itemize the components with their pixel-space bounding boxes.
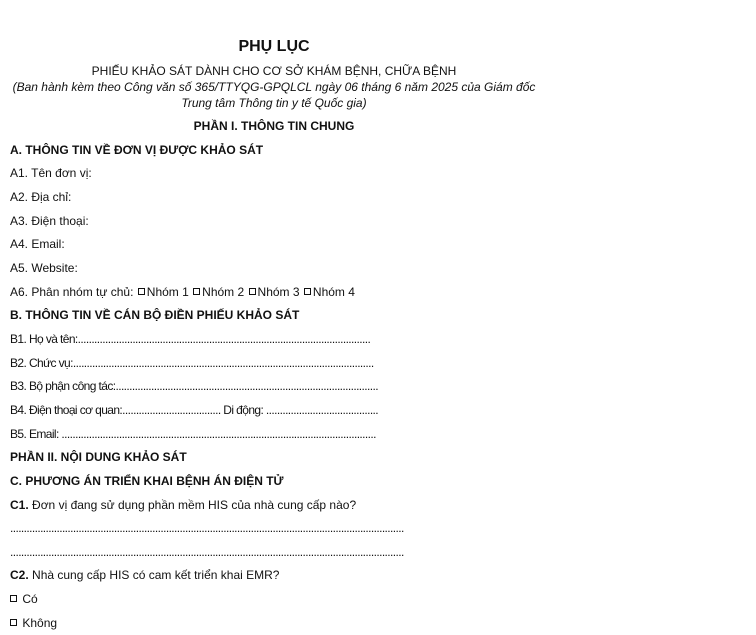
option-khong[interactable] xyxy=(10,616,57,630)
doc-note-line2: Trung tâm Thông tin y tế Quốc gia) xyxy=(181,96,367,110)
field-b1: B1. Họ và tên:........................................................................................................... xyxy=(10,332,371,346)
field-b4: B4. Điện thoại cơ quan:.................................... Di động: ......................................... xyxy=(10,403,379,417)
checkbox-nhom-3[interactable] xyxy=(249,288,256,295)
option-co[interactable] xyxy=(10,592,38,606)
option-nhom-2-label: Nhóm 2 xyxy=(202,285,245,299)
field-a2: A2. Địa chỉ: xyxy=(10,190,72,204)
field-a1: A1. Tên đơn vị: xyxy=(10,166,92,180)
field-a6-label: A6. Phân nhóm tự chủ: xyxy=(10,285,134,299)
question-c2-number: C2. xyxy=(10,568,29,582)
field-a3: A3. Điện thoại: xyxy=(10,214,89,228)
field-a6 xyxy=(10,285,355,299)
part2-title: PHẦN II. NỘI DUNG KHẢO SÁT xyxy=(10,450,187,464)
section-b-heading: B. THÔNG TIN VỀ CÁN BỘ ĐIỀN PHIẾU KHẢO SÁT xyxy=(10,308,300,322)
option-khong-label: Không xyxy=(22,616,58,630)
question-c1 xyxy=(10,498,356,512)
option-nhom-4-label: Nhóm 4 xyxy=(312,285,355,299)
section-c-heading: C. PHƯƠNG ÁN TRIỂN KHAI BỆNH ÁN ĐIỆN TỬ xyxy=(10,474,284,488)
field-b5: B5. Email: ................................................................................................................... xyxy=(10,427,376,441)
section-a-heading: A. THÔNG TIN VỀ ĐƠN VỊ ĐƯỢC KHẢO SÁT xyxy=(10,143,264,157)
checkbox-nhom-4[interactable] xyxy=(304,288,311,295)
checkbox-nhom-2[interactable] xyxy=(193,288,200,295)
answer-dotline-2[interactable]: ................................................................................................................................................ xyxy=(10,545,404,559)
part1-title: PHẦN I. THÔNG TIN CHUNG xyxy=(193,119,355,133)
doc-note-line1: (Ban hành kèm theo Công văn số 365/TTYQG-GPQLCL ngày 06 tháng 6 năm 2025 của Giám đốc xyxy=(12,80,536,94)
field-a4: A4. Email: xyxy=(10,237,65,251)
question-c2-text: Nhà cung cấp HIS có cam kết triển khai EMR? xyxy=(28,568,280,582)
question-c1-text: Đơn vị đang sử dụng phần mềm HIS của nhà cung cấp nào? xyxy=(28,498,357,512)
checkbox-co[interactable] xyxy=(10,595,17,602)
option-co-label: Có xyxy=(22,592,38,606)
question-c2 xyxy=(10,568,279,582)
field-b3: B3. Bộ phận công tác:................................................................................................ xyxy=(10,379,378,393)
option-nhom-3-label: Nhóm 3 xyxy=(257,285,300,299)
question-c1-number: C1. xyxy=(10,498,29,512)
doc-title: PHỤ LỤC xyxy=(238,38,310,55)
option-nhom-1-label: Nhóm 1 xyxy=(146,285,189,299)
answer-dotline-1[interactable]: ................................................................................................................................................ xyxy=(10,521,404,535)
checkbox-khong[interactable] xyxy=(10,619,17,626)
checkbox-nhom-1[interactable] xyxy=(138,288,145,295)
doc-subtitle: PHIẾU KHẢO SÁT DÀNH CHO CƠ SỞ KHÁM BỆNH, CHỮA BỆNH xyxy=(91,64,457,78)
field-b2: B2. Chức vụ:.............................................................................................................. xyxy=(10,356,374,370)
field-a5: A5. Website: xyxy=(10,261,78,275)
